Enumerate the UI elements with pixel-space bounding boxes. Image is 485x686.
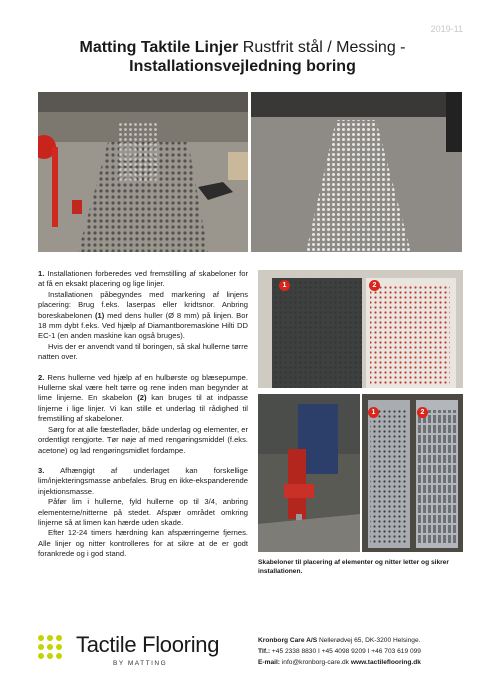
photo-finished-studs [251,92,462,252]
title-bold: Matting Taktile Linjer [79,39,239,56]
page-subtitle: Installationsvejledning boring [129,58,356,75]
step-1-intro: 1. Installationen forberedes ved fremstilling af skabeloner for at få en eksakt placering og lige linjer. [38,269,248,289]
contact-phone: Tlf.: +45 2338 8830 I +45 4098 9209 I +46 703 619 099 [258,648,421,656]
step-2-surfaces: Sørg for at alle fæsteflader, både underlag og elementer, er ordentligt rengjorte. Tør nøje af med rengøringsmiddel (f.eks. acetone) og lad rengøringsmidlet fordampe. [38,424,248,455]
photo-template-strips [362,394,463,552]
badge-2: 2 [369,280,380,291]
title-regular: Rustfrit stål / Messing - [242,39,406,56]
photo-drilling-templates [258,270,463,388]
company-logo [38,631,238,671]
website-link[interactable]: www.tactileflooring.dk [350,659,421,667]
badge-1-strips: 1 [368,407,379,418]
page-title [0,38,485,76]
photo-drilling-machine [258,394,360,552]
step-2-cleaning: 2. Rens hullerne ved hjælp af en hulbørste og blæsepumpe. Hullerne skal være helt tørre og rene inden man begynder at lime linjerne. En skabelon (2) kan bruges til at indpasse linjerne i lige linjer. Vi kan stille et underlag til rådighed til fremstilling af skabeloner. [38,372,248,424]
photo-caption: Skabeloner til placering af elementer og nitter letter og sikrer installationen. [258,559,449,575]
step-1-marking: Installationen påbegyndes med markering af linjens placering: Brug f.eks. laserpas eller kridtsnor. Anbring boreskabelonen (1) med dens huller (Ø 8 mm) på linjen. Bor 18 mm dybt f.eks. Ved hjælp af Diamantboremaskine Hilti DD EC-1 (en anden maskine kan også bruges). [38,289,248,341]
badge-2-strips: 2 [417,407,428,418]
step-1-drying: Hvis der er anvendt vand til boringen, så skal hullerne tørre natten over. [38,341,248,362]
email-link[interactable]: info@kronborg-care.dk [279,659,351,667]
date-label: 2019-11 [430,24,463,34]
instructions-text [38,269,248,560]
logo-name: Tactile Flooring [76,632,220,657]
badge-1: 1 [279,280,290,291]
step-3-apply: Påfør lim i hullerne, fyld hullerne op til 3/4, anbring elementerne/nitterne på stedet. Afspær området omkring linjerne så at limen kan hærde uden skade. [38,497,248,527]
contact-email: E-mail: info@kronborg-care.dk www.tactileflooring.dk [258,659,421,667]
logo-subtitle: BY MATTING [113,660,168,667]
step-3-adhesive: 3. Afhængigt af underlaget kan forskellige lim/injekteringsmasse anbefales. Brug en ikke-ekspanderende injektionsmasse. [38,465,248,496]
contact-address: Kronborg Care A/S Nellerødvej 65, DK-3200 Helsinge. [258,637,421,644]
logo-dots-icon [38,635,70,667]
photo-drilled-floor [38,92,248,252]
contact-info [258,635,421,669]
step-3-curing: Efter 12-24 timers hærdning kan afspærringerne fjernes. Alle linjer og nitter kontrolleres for at sikre at de er godt forankrede og i god stand. [38,528,248,559]
